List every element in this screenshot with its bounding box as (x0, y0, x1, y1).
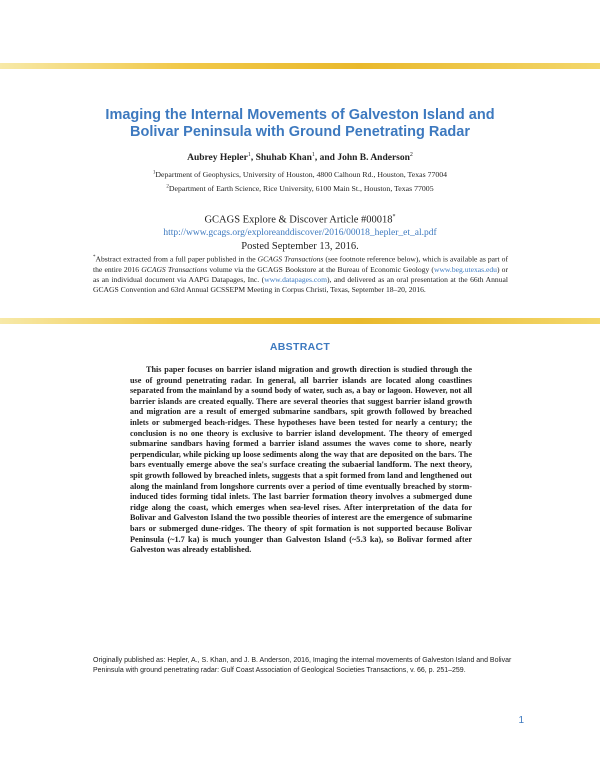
article-number-text: GCAGS Explore & Discover Article #00018 (204, 214, 393, 226)
author-separator: , (250, 153, 256, 164)
author-name: John B. Anderson (337, 153, 410, 164)
note-text: volume via the GCAGS Bookstore at the Bureau of Economic Geology ( (207, 264, 434, 274)
posted-date: Posted September 13, 2016. (241, 240, 359, 252)
note-text: Abstract extracted from a full paper published in the (95, 254, 258, 264)
affiliation-marker: 2 (409, 152, 413, 158)
affiliation-text: Department of Earth Science, Rice University, 6100 Main St., Houston, Texas 77005 (168, 184, 434, 193)
gcags-article-info (100, 211, 500, 253)
note-text: ) or as an individual document via AAPG Datapages, Inc. ( (93, 264, 508, 284)
bottom-gold-rule (0, 318, 600, 324)
article-url-link[interactable]: http://www.gcags.org/exploreanddiscover/2016/00018_hepler_et_al.pdf (163, 227, 437, 238)
title-line-1: Imaging the Internal Movements of Galveston Island and (105, 107, 495, 123)
affiliation-marker: 1 (152, 170, 156, 176)
article-number (100, 211, 500, 227)
note-italic: GCAGS Transactions (141, 264, 208, 274)
author-name: Aubrey Hepler (187, 153, 248, 164)
affiliation-marker: 1 (247, 152, 251, 158)
note-italic: GCAGS Transactions (257, 254, 324, 264)
affiliation-marker: 2 (166, 184, 169, 190)
affiliation-marker: 1 (311, 152, 315, 158)
author-separator: , and (314, 153, 338, 164)
top-gold-rule (0, 63, 600, 69)
abstract-body: This paper focuses on barrier island migration and growth direction is studied through the use of ground penetrating radar. In general, all barrier islands are located along coastlines separated from the mainland by a sound body of water, such as, a bay or lagoon. However, not all barrier islands are created equally. There are several theories that suggest barrier island growth and migration are a result of emerged submarine sandbars, spit growth followed by breached inlets or submerged beach-ridges. These hypotheses have been tested for nearly a century; the conclusion is no one theory is exclusive to barrier island development. The theory of emerged submarine sandbars having formed a barrier island assumes the waves come to shore, nearly perpendicular, while picking up loose sediments along the way that are deposited on the bars. The bars eventually emerge above the sea's surface creating the subaerial landform. The next theory, spit growth followed by breached inlets, suggests that a spit formed from land and lengthened out along the mainland from longshore currents over a period of time eventually breached by storm-induced tides forming tidal inlets. The last barrier formation theory involves a submerged dune ridge along the coast, which emerges when sea-level rises. After interpretation of the data for Bolivar and Galveston Island the two possible theories of interest are the emergence of submarine bars or submerged dune-ridges. The theory of spit formation is not supported because Bolivar Peninsula (~1.7 ka) is much younger than Galveston Island (~5.3 ka), so Bolivar formed after Galveston was already established. (130, 365, 472, 555)
author-name: Shuhab Khan (255, 153, 312, 164)
note-text: ), and delivered as an oral presentation at the 66th Annual GCAGS Convention and 63rd Annual GCSSEPM Meeting in Corpus Christi, Texas, September 18–20, 2016. (93, 274, 508, 294)
affiliation-2 (80, 184, 520, 193)
article-asterisk: * (392, 214, 396, 220)
page-number: 1 (518, 715, 524, 726)
beg-link[interactable]: www.beg.utexas.edu (433, 264, 497, 274)
paper-title (40, 107, 560, 141)
citation-footnote: Originally published as: Hepler, A., S. Khan, and J. B. Anderson, 2016, Imaging the internal movements of Galveston Island and Bolivar Peninsula with ground penetrating radar: Gulf Coast Association of Geological Societies Transactions, v. 66, p. 251–259. (93, 657, 512, 674)
affiliation-text: Department of Geophysics, University of Houston, 4800 Calhoun Rd., Houston, Texas 77004 (155, 170, 448, 179)
affiliation-1 (80, 170, 520, 179)
note-asterisk: * (93, 255, 96, 260)
datapages-link[interactable]: www.datapages.com (264, 274, 327, 284)
note-text: (see footnote reference below), which is available as part of the entire 2016 (93, 254, 508, 274)
title-line-2: Bolivar Peninsula with Ground Penetrating Radar (130, 124, 470, 140)
author-list (40, 152, 560, 163)
abstract-source-note (93, 253, 508, 295)
abstract-heading: ABSTRACT (269, 341, 331, 353)
